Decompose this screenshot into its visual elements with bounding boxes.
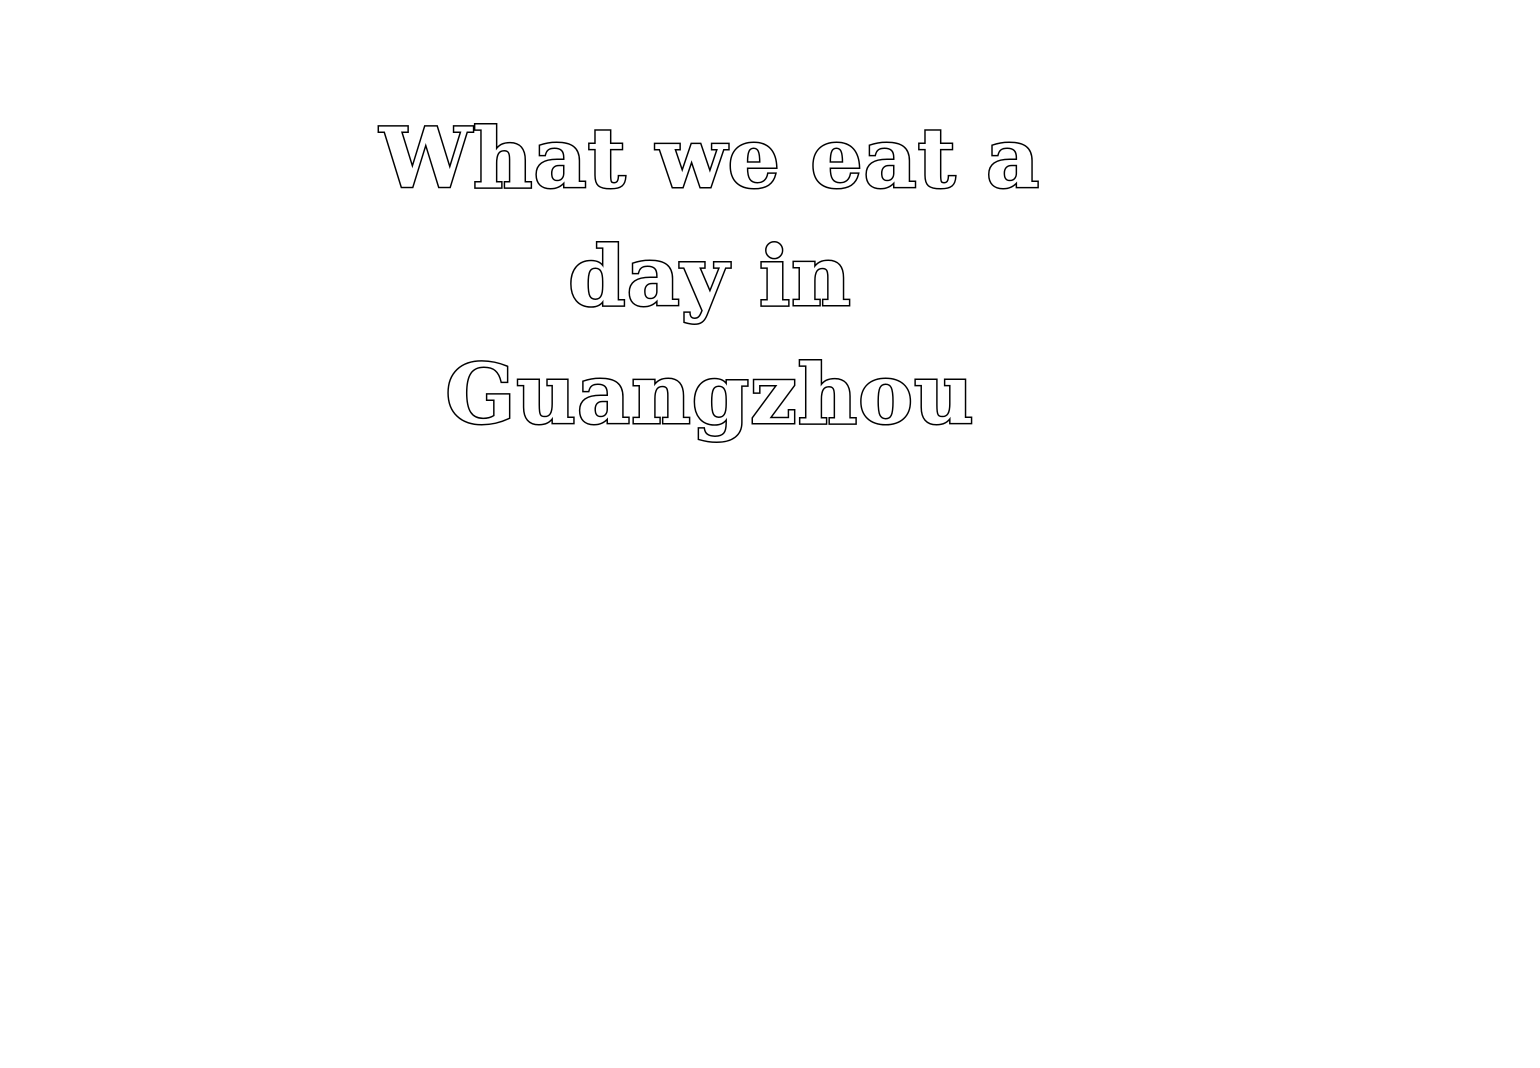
title-line-1: What we eat a xyxy=(379,111,1041,207)
title-line-3: Guangzhou xyxy=(445,347,975,443)
title-line-2: day in xyxy=(568,229,852,325)
slide-title xyxy=(360,100,1060,454)
